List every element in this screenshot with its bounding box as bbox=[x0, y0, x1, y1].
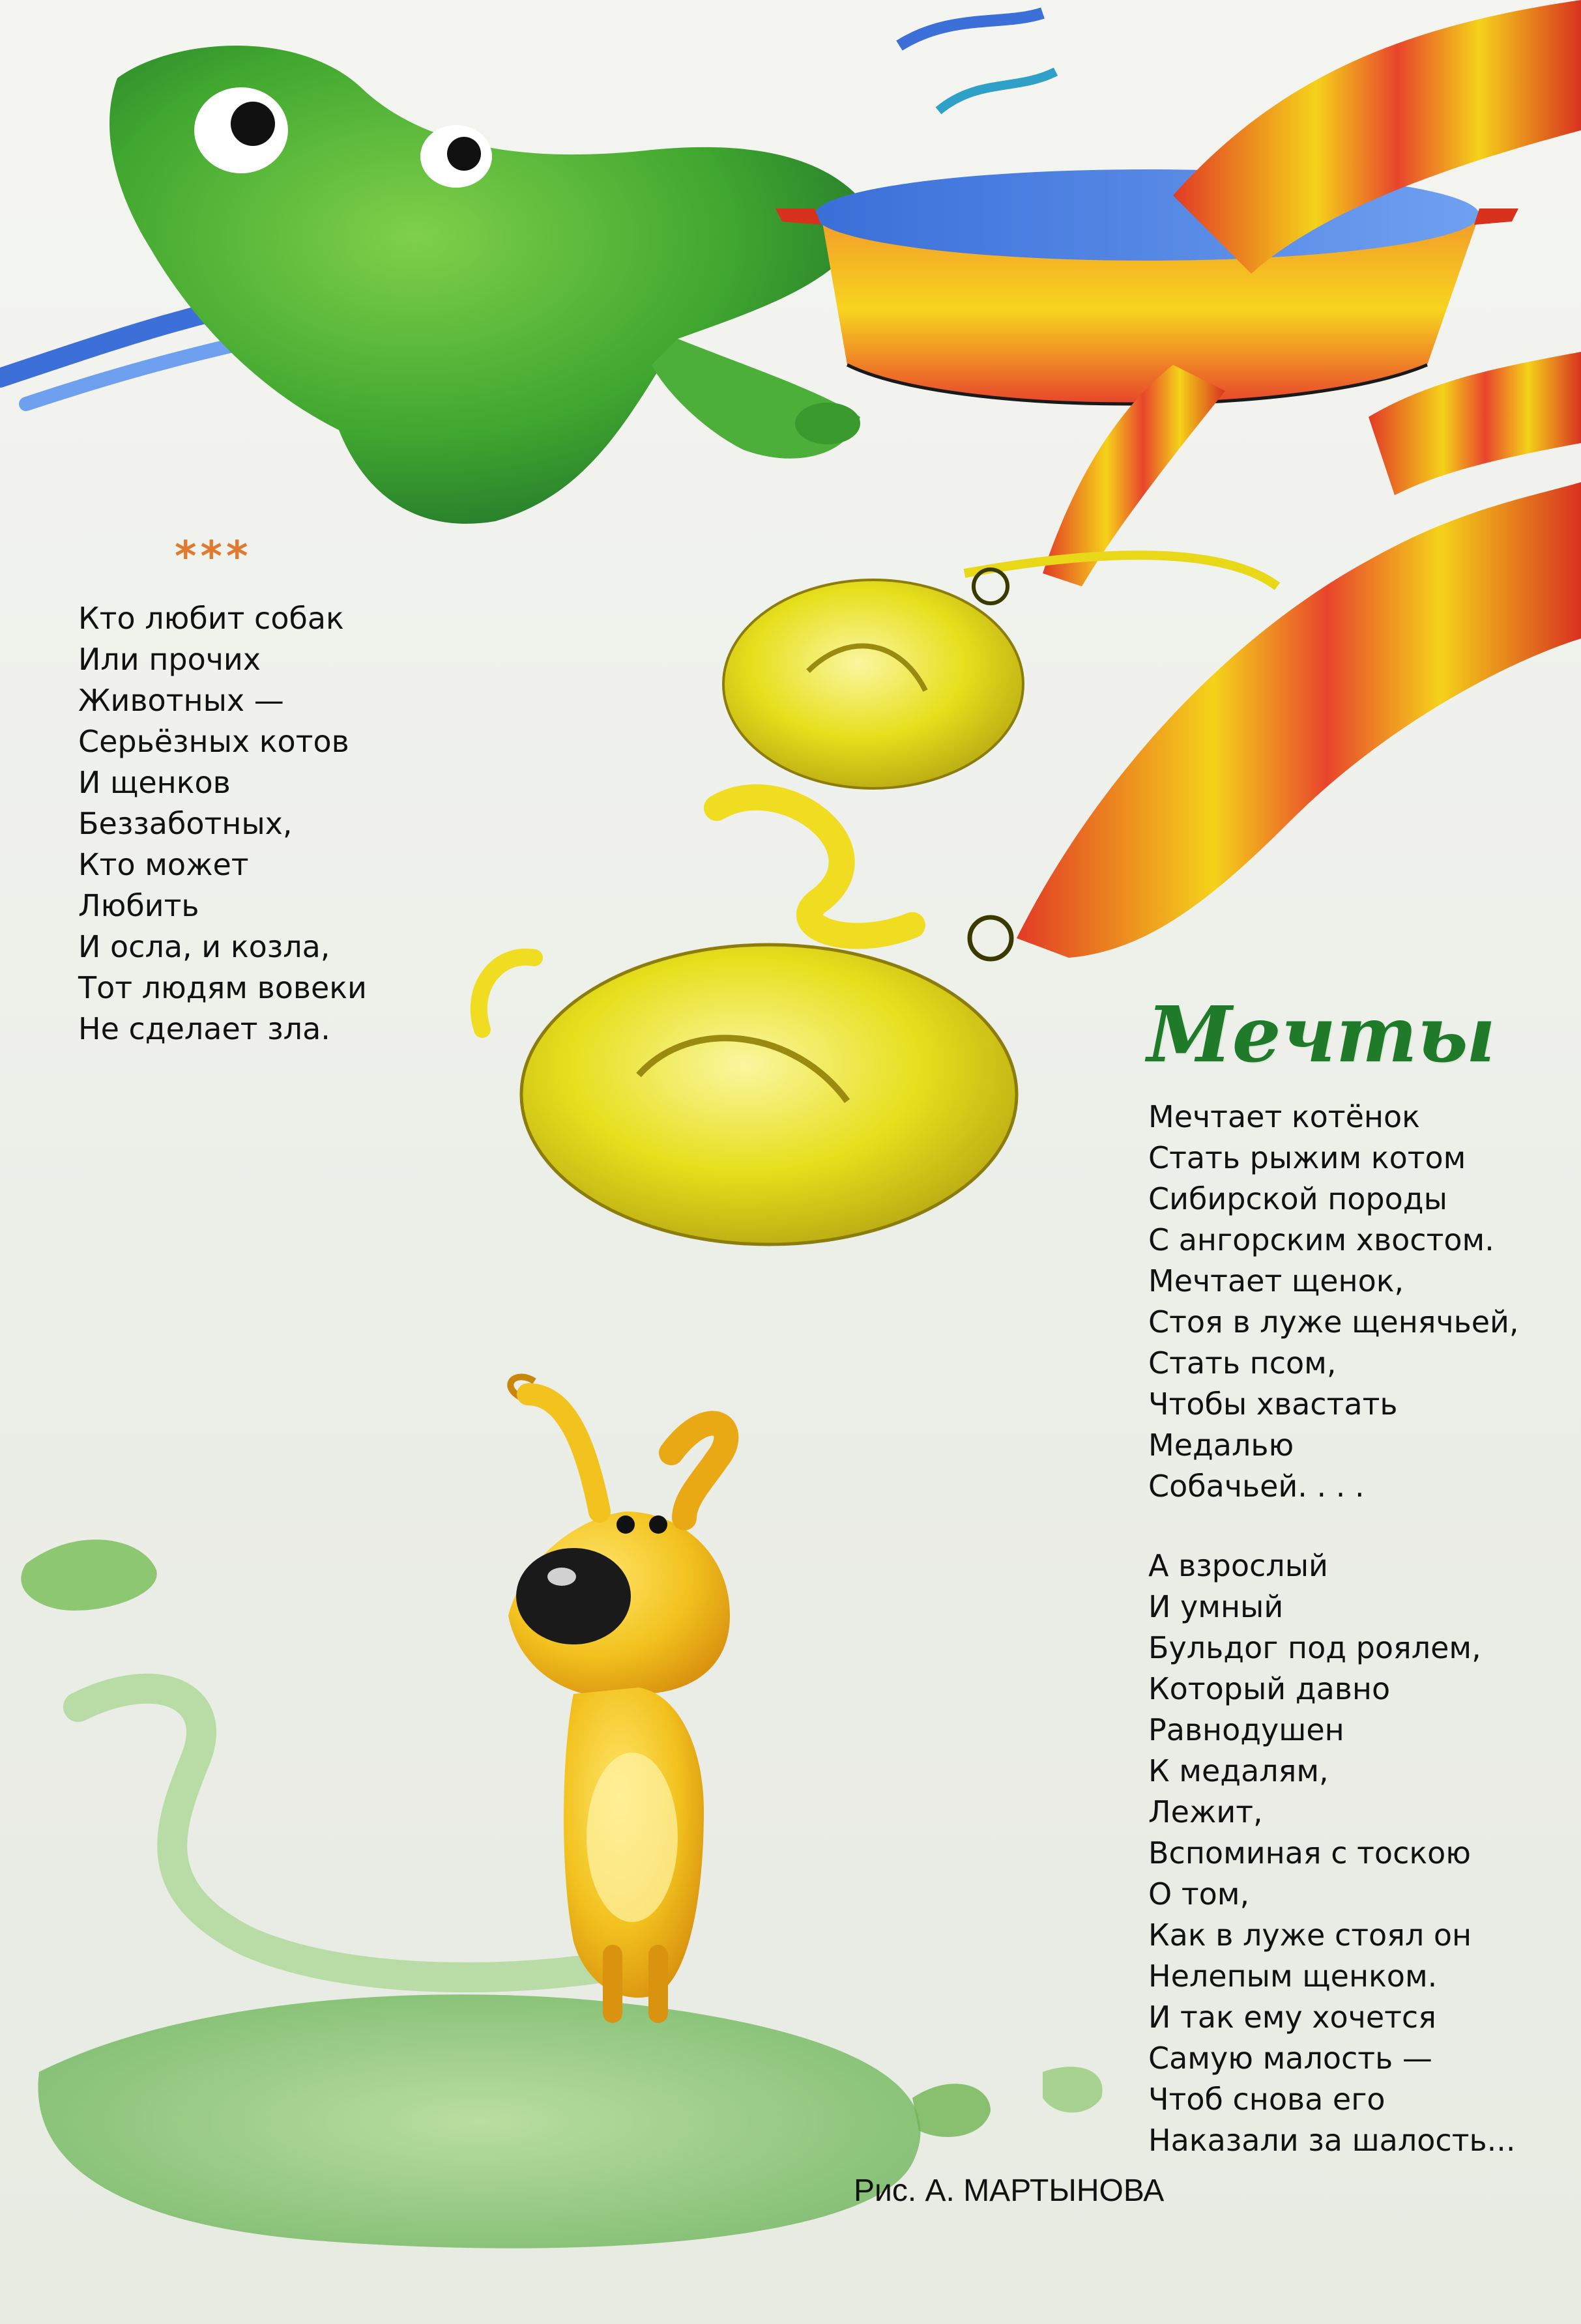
bowl-figure bbox=[776, 169, 1518, 404]
poem-stanza-1 bbox=[1148, 1097, 1519, 1507]
puppy-figure bbox=[508, 1377, 730, 2013]
poem-stanza-2 bbox=[1148, 1545, 1515, 2161]
poem-line: Серьёзных котов bbox=[78, 724, 349, 759]
poem-line: Чтобы хвастать bbox=[1148, 1386, 1398, 1422]
poem-line: Любить bbox=[78, 888, 199, 923]
poem-untitled bbox=[78, 598, 367, 1050]
illustration-credit: Рис. А. МАРТЫНОВА bbox=[854, 2173, 1165, 2208]
poem-line: Как в луже стоял он bbox=[1148, 1917, 1472, 1953]
poem-line: И щенков bbox=[78, 765, 231, 800]
poem-line: Не сделает зла. bbox=[78, 1011, 330, 1046]
poem-line: Тот людям вовеки bbox=[78, 970, 367, 1005]
ornament-stars: *** bbox=[175, 533, 252, 581]
poem-line: Кто любит собак bbox=[78, 601, 344, 636]
poem-line: Кто может bbox=[78, 847, 249, 882]
poem-line: Нелепым щенком. bbox=[1148, 1958, 1438, 1994]
poem-line: Стать рыжим котом bbox=[1148, 1140, 1466, 1175]
poem-title: Мечты bbox=[1147, 989, 1496, 1080]
poem-line: Сибирской породы bbox=[1148, 1181, 1447, 1216]
poem-line: Самую малость — bbox=[1148, 2041, 1432, 2076]
poem-line: Животных — bbox=[78, 683, 284, 718]
poem-line: Мечтает щенок, bbox=[1148, 1263, 1404, 1298]
poem-line: Медалью bbox=[1148, 1427, 1294, 1463]
medal-large bbox=[479, 797, 1017, 1244]
poem-line: Или прочих bbox=[78, 642, 261, 677]
poem-line: И так ему хочется bbox=[1148, 2000, 1436, 2035]
poem-line: Вспоминая с тоскою bbox=[1148, 1835, 1472, 1871]
ribbon-figures bbox=[1017, 0, 1581, 958]
poem-line: Чтоб снова его bbox=[1148, 2082, 1385, 2117]
poem-line: Беззаботных, bbox=[78, 806, 293, 841]
poem-line: Лежит, bbox=[1148, 1794, 1263, 1829]
poem-line: Стоя в луже щенячьей, bbox=[1148, 1304, 1519, 1340]
poem-line: Собачьей. . . . bbox=[1148, 1469, 1365, 1504]
poem-line: Стать псом, bbox=[1148, 1345, 1337, 1381]
poem-line: К медалям, bbox=[1148, 1753, 1329, 1788]
poem-line: Который давно bbox=[1148, 1671, 1391, 1706]
poem-line: И умный bbox=[1148, 1589, 1284, 1624]
poem-line: Наказали за шалость... bbox=[1148, 2123, 1516, 2158]
poem-line: А взрослый bbox=[1148, 1548, 1328, 1583]
poem-line: Бульдог под роялем, bbox=[1148, 1630, 1481, 1665]
poem-line: С ангорским хвостом. bbox=[1148, 1222, 1494, 1257]
poem-line: О том, bbox=[1148, 1876, 1250, 1912]
poem-line: И осла, и козла, bbox=[78, 929, 330, 964]
poem-line: Мечтает котёнок bbox=[1148, 1099, 1420, 1134]
poem-line: Равнодушен bbox=[1148, 1712, 1344, 1747]
